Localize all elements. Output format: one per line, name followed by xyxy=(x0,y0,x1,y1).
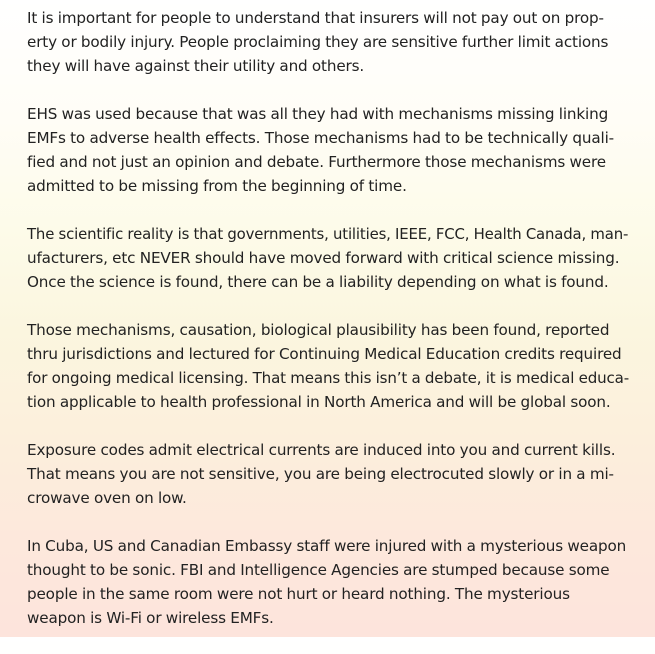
text-line: EMFs to adverse health effects. Those mechanisms had to be technically quali- xyxy=(27,129,614,147)
paragraph-cuba xyxy=(27,534,631,630)
text-line: thought to be sonic. FBI and Intelligence Agencies are stumped because some xyxy=(27,561,610,579)
text-line: thru jurisdictions and lectured for Continuing Medical Education credits required xyxy=(27,345,622,363)
text-line: tion applicable to health professional in North America and will be global soon. xyxy=(27,393,611,411)
text-line: In Cuba, US and Canadian Embassy staff were injured with a mysterious weapon xyxy=(27,537,627,555)
paragraph-ehs xyxy=(27,102,631,198)
text-line: The scientific reality is that governments, utilities, IEEE, FCC, Health Canada, man- xyxy=(27,225,629,243)
text-line: Those mechanisms, causation, biological plausibility has been found, reported xyxy=(27,321,610,339)
text-line: admitted to be missing from the beginning of time. xyxy=(27,177,407,195)
text-line: ufacturers, etc NEVER should have moved forward with critical science missing. xyxy=(27,249,620,267)
text-line: That means you are not sensitive, you are being electrocuted slowly or in a mi- xyxy=(27,465,614,483)
text-line: fied and not just an opinion and debate. Furthermore those mechanisms were xyxy=(27,153,606,171)
paragraph-scientific-reality xyxy=(27,222,631,294)
text-line: Exposure codes admit electrical currents are induced into you and current kills. xyxy=(27,441,616,459)
text-line: Once the science is found, there can be a liability depending on what is found. xyxy=(27,273,609,291)
text-line: weapon is Wi-Fi or wireless EMFs. xyxy=(27,609,274,627)
text-line: EHS was used because that was all they had with mechanisms missing linking xyxy=(27,105,609,123)
article-body xyxy=(27,6,631,654)
paragraph-insurers xyxy=(27,6,631,78)
paragraph-exposure-codes xyxy=(27,438,631,510)
text-line: crowave oven on low. xyxy=(27,489,187,507)
text-line: erty or bodily injury. People proclaiming they are sensitive further limit actions xyxy=(27,33,609,51)
text-line: for ongoing medical licensing. That means this isn’t a debate, it is medical educa- xyxy=(27,369,630,387)
text-line: people in the same room were not hurt or heard nothing. The mysterious xyxy=(27,585,570,603)
text-line: It is important for people to understand that insurers will not pay out on prop- xyxy=(27,9,604,27)
paragraph-mechanisms xyxy=(27,318,631,414)
text-line: they will have against their utility and others. xyxy=(27,57,365,75)
